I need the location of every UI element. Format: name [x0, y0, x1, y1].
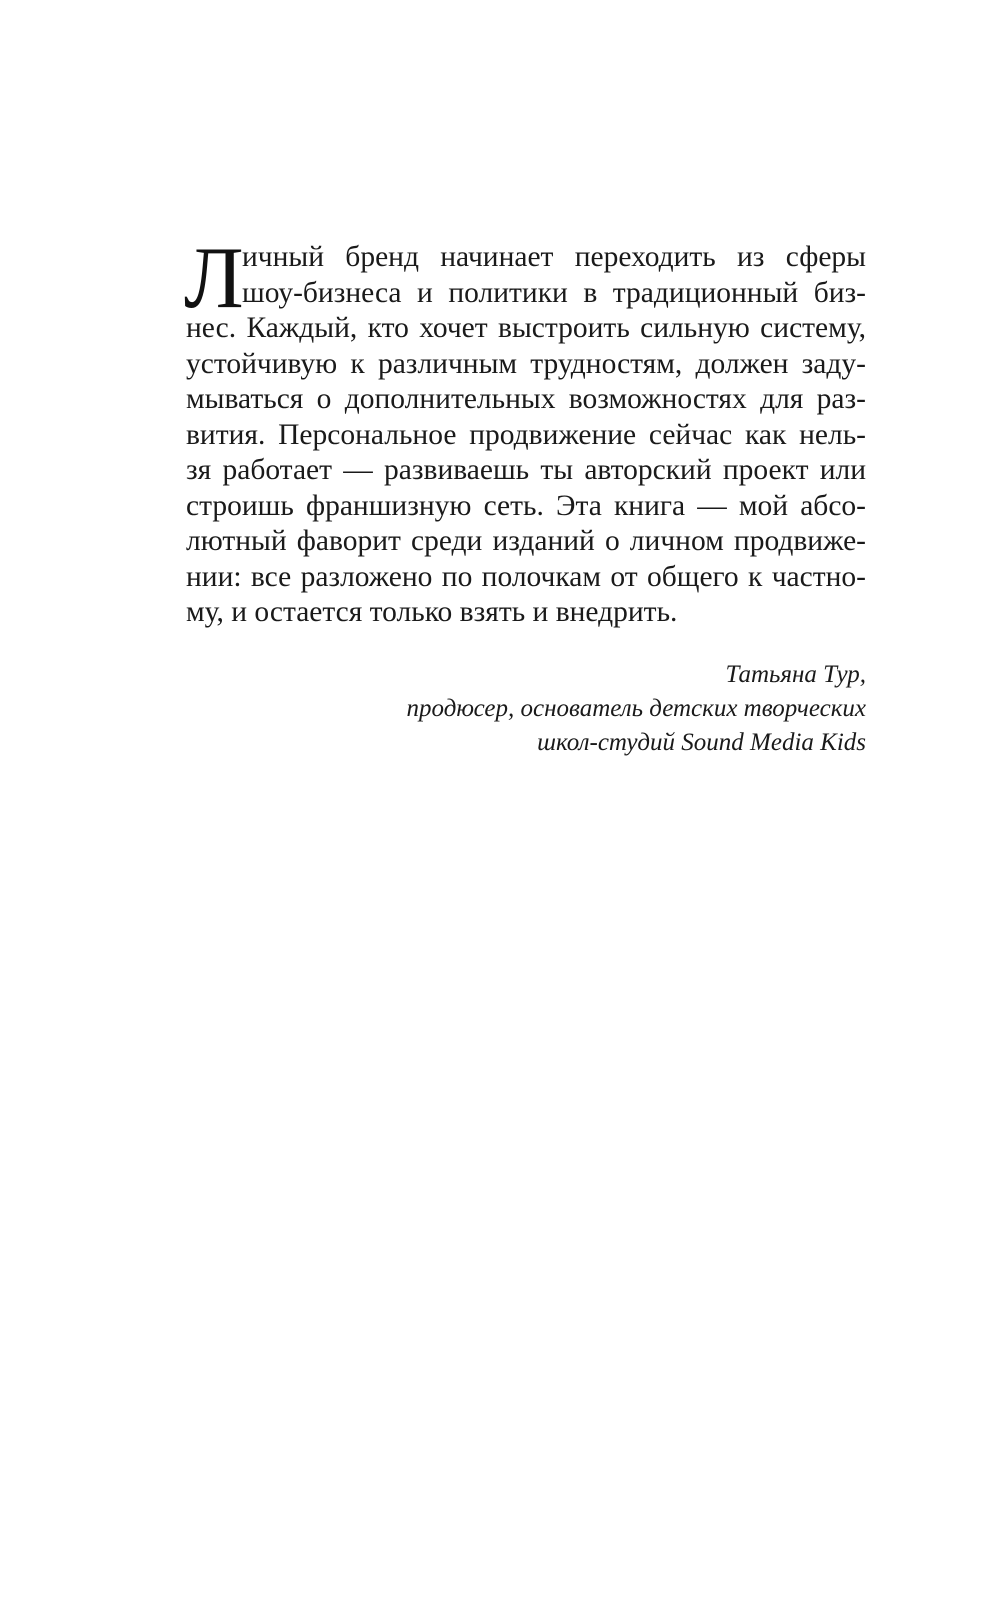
quote-line: нии: все разложено по полочкам от общего к частно-	[186, 560, 866, 593]
author-name: Татьяна Тур,	[725, 661, 866, 688]
quote-line: мываться о дополнительных возможностях для раз-	[186, 383, 866, 415]
quote-attribution	[266, 658, 866, 760]
author-organization: школ-студий Sound Media Kids	[537, 729, 866, 756]
quote-line: ичный бренд начинает переходить из сферы	[242, 241, 866, 273]
quote-line: лютный фаворит среди изданий о личном продвиже-	[186, 525, 866, 557]
testimonial-quote	[184, 230, 866, 631]
quote-line: вития. Персональное продвижение сейчас как нель-	[186, 418, 866, 451]
quote-line: шоу-бизнеса и политики в традиционный биз-	[242, 276, 866, 309]
quote-line: зя работает — развиваешь ты авторский проект или	[186, 454, 866, 486]
quote-line: устойчивую к различным трудностям, должен заду-	[186, 347, 866, 380]
author-role: продюсер, основатель детских творческих	[406, 695, 866, 722]
quote-line: му, и остается только взять и внедрить.	[186, 596, 678, 628]
drop-cap: Л	[184, 230, 244, 327]
quote-line: строишь франшизную сеть. Эта книга — мой абсо-	[186, 489, 866, 522]
quote-line: нес. Каждый, кто хочет выстроить сильную систему,	[186, 312, 866, 344]
